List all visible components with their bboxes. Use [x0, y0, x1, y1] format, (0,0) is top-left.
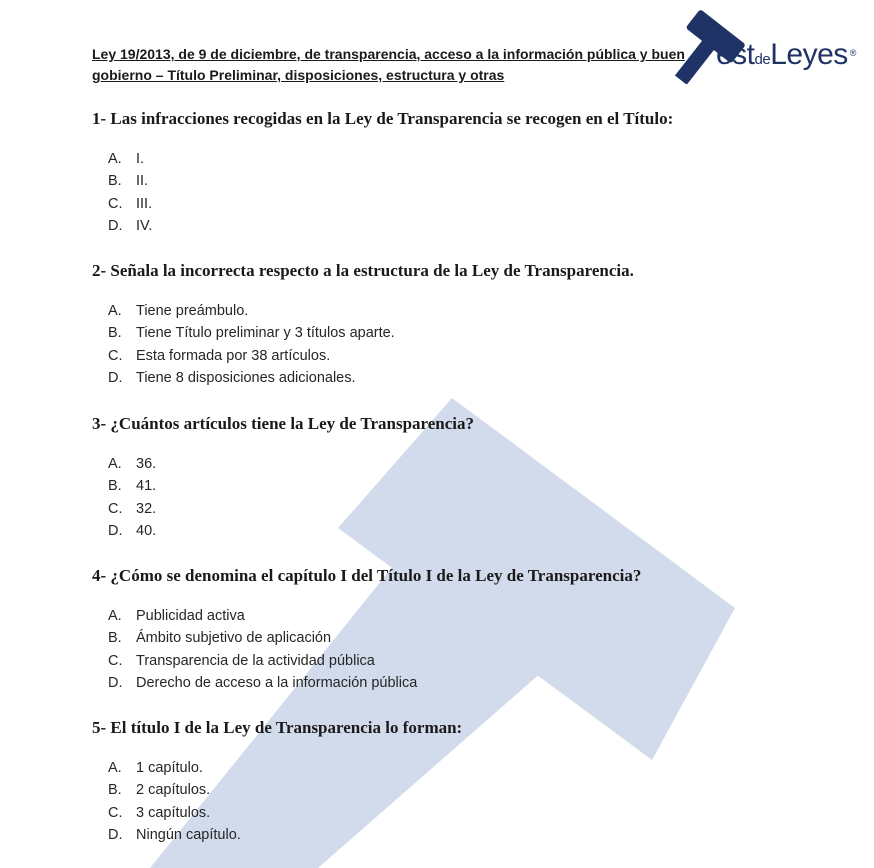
option-text: 41.: [136, 478, 157, 495]
option-text: I.: [136, 151, 145, 167]
option-text: 3 capítulos.: [136, 804, 211, 821]
document-title-line-1: Ley 19/2013, de 9 de diciembre, de transparencia, acceso a la información pública y buen: [92, 46, 685, 62]
option-letter: A.: [108, 760, 122, 776]
option-text: Tiene Título preliminar y 3 títulos aparte.: [136, 325, 395, 342]
document-title-line-2: gobierno – Título Preliminar, disposiciones, estructura y otras: [92, 67, 505, 83]
question-1-option-d[interactable]: [92, 215, 832, 237]
question-5-option-a[interactable]: [92, 757, 832, 779]
option-letter: A.: [108, 151, 122, 167]
logo-text-de: de: [754, 51, 771, 68]
question-1-options: [92, 148, 832, 237]
option-text: III.: [136, 195, 153, 212]
question-2-option-d[interactable]: [92, 367, 832, 389]
option-letter: C.: [108, 804, 123, 821]
question-2-options: [92, 300, 832, 389]
option-letter: B.: [108, 782, 122, 799]
option-text: II.: [136, 173, 149, 190]
option-text: Ningún capítulo.: [136, 826, 241, 843]
logo-text-leyes: Leyes: [770, 38, 848, 71]
question-5-text: 5- El título I de la Ley de Transparencia lo forman:: [92, 718, 463, 737]
option-text: Publicidad activa: [136, 608, 245, 624]
option-text: 1 capítulo.: [136, 760, 203, 776]
question-4-text: 4- ¿Cómo se denomina el capítulo I del Título I de la Ley de Transparencia?: [92, 566, 642, 585]
option-letter: B.: [108, 325, 122, 342]
question-4-option-b[interactable]: [92, 627, 832, 649]
question-4-option-d[interactable]: [92, 672, 832, 694]
question-5-option-d[interactable]: [92, 824, 832, 846]
question-1: [92, 108, 832, 237]
question-3-option-a[interactable]: [92, 453, 832, 475]
option-letter: C.: [108, 195, 123, 212]
question-3-option-b[interactable]: [92, 475, 832, 497]
question-3: [92, 413, 832, 542]
question-5-options: [92, 757, 832, 846]
question-3-options: [92, 453, 832, 542]
option-text: 40.: [136, 522, 157, 539]
question-1-text: 1- Las infracciones recogidas en la Ley de Transparencia se recogen en el Título:: [92, 109, 674, 128]
option-text: IV.: [136, 217, 153, 234]
document-title: [92, 44, 712, 86]
option-text: 2 capítulos.: [136, 782, 211, 799]
question-5-option-b[interactable]: [92, 779, 832, 801]
question-5: [92, 717, 832, 846]
option-letter: D.: [108, 826, 123, 843]
question-2-option-c[interactable]: [92, 345, 832, 367]
question-1-option-a[interactable]: [92, 148, 832, 170]
option-text: Tiene preámbulo.: [136, 303, 249, 319]
option-letter: D.: [108, 217, 123, 234]
logo-wordmark: [716, 40, 856, 75]
option-letter: C.: [108, 347, 123, 364]
option-letter: D.: [108, 522, 123, 539]
question-5-option-c[interactable]: [92, 802, 832, 824]
registered-mark: ®: [849, 48, 856, 58]
option-letter: C.: [108, 652, 123, 669]
option-letter: A.: [108, 303, 122, 319]
option-letter: B.: [108, 173, 122, 190]
question-1-option-b[interactable]: [92, 170, 832, 192]
question-4-option-a[interactable]: [92, 605, 832, 627]
option-text: Esta formada por 38 artículos.: [136, 347, 331, 364]
question-1-option-c[interactable]: [92, 193, 832, 215]
question-2: [92, 260, 832, 389]
option-letter: D.: [108, 674, 123, 691]
option-letter: D.: [108, 369, 123, 386]
question-2-option-a[interactable]: [92, 300, 832, 322]
option-text: 36.: [136, 456, 157, 472]
question-3-option-c[interactable]: [92, 498, 832, 520]
question-4: [92, 565, 832, 694]
option-text: 32.: [136, 500, 157, 517]
option-text: Ámbito subjetivo de aplicación: [136, 630, 332, 647]
option-text: Transparencia de la actividad pública: [136, 652, 375, 669]
question-2-text: 2- Señala la incorrecta respecto a la estructura de la Ley de Transparencia.: [92, 261, 634, 280]
option-letter: C.: [108, 500, 123, 517]
question-3-text: 3- ¿Cuántos artículos tiene la Ley de Transparencia?: [92, 414, 475, 433]
option-text: Derecho de acceso a la información pública: [136, 674, 418, 691]
option-letter: B.: [108, 630, 122, 647]
question-3-option-d[interactable]: [92, 520, 832, 542]
option-letter: A.: [108, 608, 122, 624]
option-letter: A.: [108, 456, 122, 472]
option-text: Tiene 8 disposiciones adicionales.: [136, 369, 356, 386]
option-letter: B.: [108, 478, 122, 495]
question-2-option-b[interactable]: [92, 322, 832, 344]
question-4-option-c[interactable]: [92, 650, 832, 672]
question-4-options: [92, 605, 832, 694]
logo-text-est: est: [716, 38, 755, 71]
